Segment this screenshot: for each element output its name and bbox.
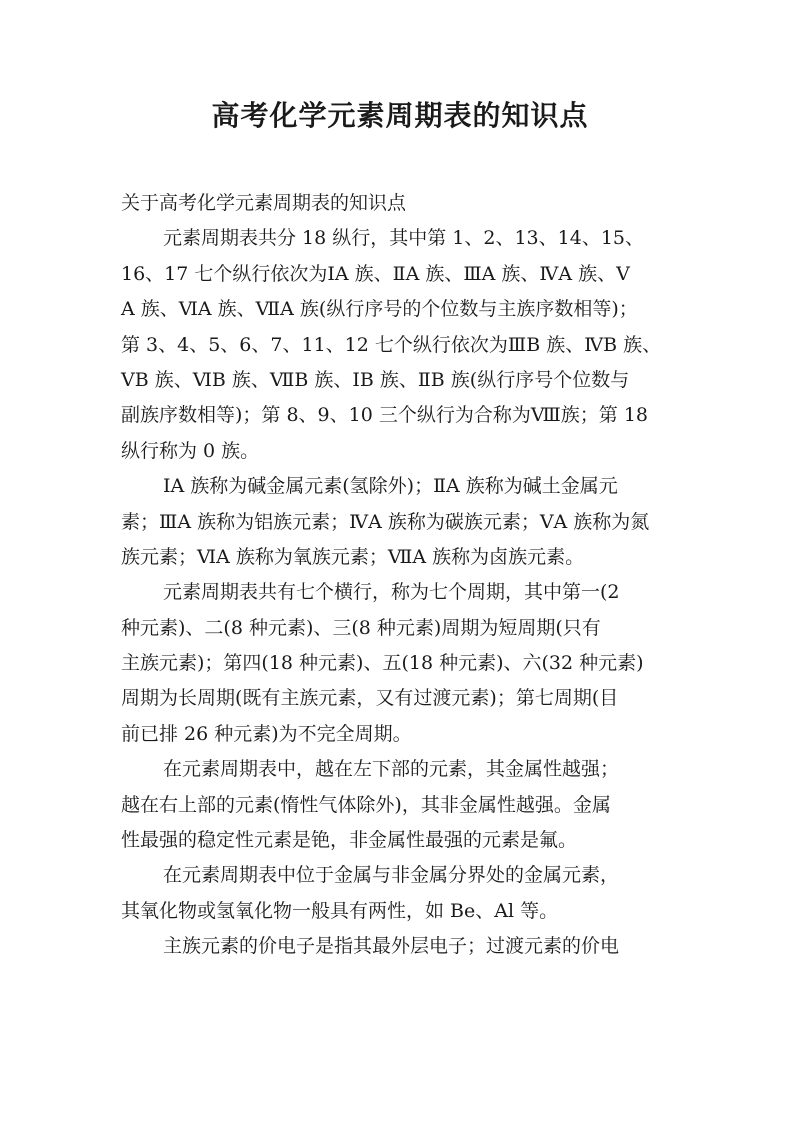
text-line: 主族元素)；第四(18 种元素)、五(18 种元素)、六(32 种元素) bbox=[121, 652, 644, 675]
text-line: 元素周期表共有七个横行，称为七个周期，其中第一(2 bbox=[163, 581, 620, 604]
text-line: 性最强的稳定性元素是铯，非金属性最强的元素是氟。 bbox=[121, 829, 578, 852]
text-line: 种元素)、二(8 种元素)、三(8 种元素)周期为短周期(只有 bbox=[121, 616, 601, 639]
text-line: 越在右上部的元素(惰性气体除外)，其非金属性越强。金属 bbox=[121, 793, 611, 816]
text-line: 周期为长周期(既有主族元素，又有过渡元素)；第七周期(目 bbox=[121, 687, 619, 710]
text-line: ⅤB 族、ⅥB 族、ⅦB 族、ⅠB 族、ⅡB 族(纵行序号个位数与 bbox=[121, 368, 630, 391]
text-line: 关于高考化学元素周期表的知识点 bbox=[121, 192, 407, 214]
text-line: 元素周期表共分 18 纵行，其中第 1、2、13、14、15、 bbox=[163, 227, 645, 250]
text-line: 16、17 七个纵行依次为ⅠA 族、ⅡA 族、ⅢA 族、ⅣA 族、Ⅴ bbox=[121, 262, 630, 285]
text-line: 素；ⅢA 族称为铝族元素；ⅣA 族称为碳族元素；ⅤA 族称为氮 bbox=[121, 510, 650, 533]
text-line: 主族元素的价电子是指其最外层电子；过渡元素的价电 bbox=[163, 935, 620, 958]
text-line: 族元素；ⅥA 族称为氧族元素；ⅦA 族称为卤族元素。 bbox=[121, 545, 585, 568]
text-line: 在元素周期表中，越在左下部的元素，其金属性越强； bbox=[163, 758, 620, 781]
text-line: 副族序数相等)；第 8、9、10 三个纵行为合称为Ⅷ族；第 18 bbox=[121, 404, 648, 427]
text-line: 其氧化物或氢氧化物一般具有两性，如 Be、Al 等。 bbox=[121, 899, 559, 922]
document-title: 高考化学元素周期表的知识点 bbox=[211, 99, 589, 132]
text-line: 纵行称为 0 族。 bbox=[121, 439, 260, 462]
text-line: 在元素周期表中位于金属与非金属分界处的金属元素， bbox=[163, 864, 620, 887]
document-body bbox=[121, 186, 681, 965]
text-line: 前已排 26 种元素)为不完全周期。 bbox=[121, 722, 412, 745]
text-line: 第 3、4、5、6、7、11、12 七个纵行依次为ⅢB 族、ⅣB 族、 bbox=[121, 333, 662, 356]
text-line: A 族、ⅥA 族、ⅦA 族(纵行序号的个位数与主族序数相等)； bbox=[121, 298, 638, 321]
text-line: ⅠA 族称为碱金属元素(氢除外)；ⅡA 族称为碱土金属元 bbox=[163, 475, 618, 498]
